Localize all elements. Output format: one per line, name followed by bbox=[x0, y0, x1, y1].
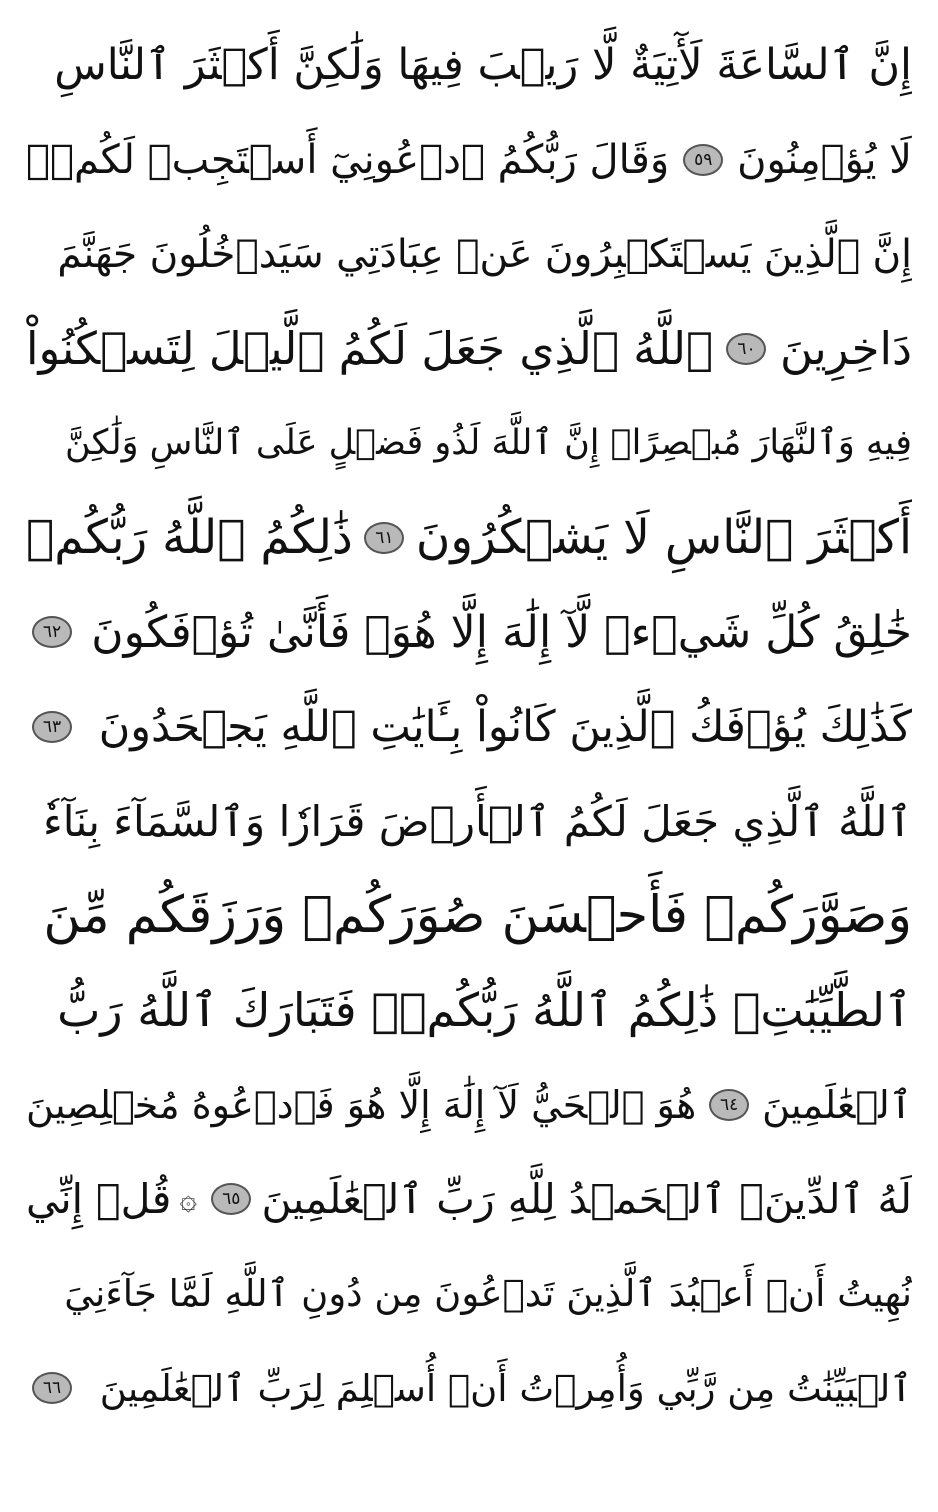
verse-text: نُهِيتُ أَنۡ أَعۡبُدَ ٱلَّذِينَ تَدۡعُونَ مِن دُونِ ٱللَّهِ لَمَّا جَآءَنِيَ bbox=[64, 1272, 912, 1316]
text-line bbox=[26, 869, 912, 964]
ayah-number-marker: ٦١ bbox=[364, 522, 404, 554]
text-line bbox=[26, 680, 912, 775]
verse-text: إِنَّ ٱلسَّاعَةَ لَأٓتِيَةٌ لَّا رَيۡبَ فِيهَا وَلَٰكِنَّ أَكۡثَرَ ٱلنَّاسِ bbox=[54, 40, 912, 91]
text-line bbox=[26, 491, 912, 586]
verse-text: هُوَ ٱلۡحَيُّ لَآ إِلَٰهَ إِلَّا هُوَ فَٱدۡعُوهُ مُخۡلِصِينَ bbox=[26, 1082, 697, 1127]
verse-text: فِيهِ وَٱلنَّهَارَ مُبۡصِرًاۚ إِنَّ ٱللَّهَ لَذُو فَضۡلٍ عَلَى ٱلنَّاسِ وَلَٰكِنَّ bbox=[64, 423, 912, 464]
verse-text: دَاخِرِينَ bbox=[780, 322, 912, 376]
ayah-number-marker: ٦٤ bbox=[709, 1089, 749, 1121]
text-line bbox=[26, 18, 912, 113]
ayah-number-marker: ٦٣ bbox=[32, 711, 72, 743]
ayah-number-marker: ٥٩ bbox=[683, 144, 723, 176]
ayah-number-marker: ٦٥ bbox=[211, 1183, 251, 1215]
verse-text: ٱللَّهُ ٱلَّذِي جَعَلَ لَكُمُ ٱلۡأَرۡضَ قَرَارٗا وَٱلسَّمَآءَ بِنَآءٗ bbox=[42, 796, 912, 846]
text-line bbox=[26, 1058, 912, 1153]
verse-text: لَا يُؤۡمِنُونَ bbox=[737, 136, 912, 183]
verse-text: خَٰلِقُ كُلِّ شَيۡءٖ لَّآ إِلَٰهَ إِلَّا هُوَۖ فَأَنَّىٰ تُؤۡفَكُونَ bbox=[91, 606, 912, 658]
verse-text: وَصَوَّرَكُمۡ فَأَحۡسَنَ صُوَرَكُمۡ وَرَزَقَكُم مِّنَ bbox=[43, 886, 912, 946]
text-line bbox=[26, 207, 912, 302]
verse-text: كَذَٰلِكَ يُؤۡفَكُ ٱلَّذِينَ كَانُواْ بِـَٔايَٰتِ ٱللَّهِ يَجۡحَدُونَ bbox=[98, 701, 912, 752]
verse-text: ٱلۡعَٰلَمِينَ bbox=[762, 1082, 912, 1127]
verse-text: قُلۡ إِنِّي bbox=[26, 1175, 172, 1224]
verse-text: وَقَالَ رَبُّكُمُ ٱدۡعُونِيٓ أَسۡتَجِبۡ لَكُمۡۚ bbox=[26, 136, 670, 183]
verse-text: أَكۡثَرَ ٱلنَّاسِ لَا يَشۡكُرُونَ bbox=[415, 510, 912, 566]
text-line bbox=[26, 113, 912, 208]
verse-text: ٱلطَّيِّبَٰتِۚ ذَٰلِكُمُ ٱللَّهُ رَبُّكُمۡۖ فَتَبَارَكَ ٱللَّهُ رَبُّ bbox=[57, 983, 912, 1038]
verse-text: ٱلۡبَيِّنَٰتُ مِن رَّبِّي وَأُمِرۡتُ أَنۡ أُسۡلِمَ لِرَبِّ ٱلۡعَٰلَمِينَ bbox=[99, 1366, 912, 1410]
text-line bbox=[26, 585, 912, 680]
verse-text: ذَٰلِكُمُ ٱللَّهُ رَبُّكُمۡ bbox=[26, 510, 353, 566]
text-line bbox=[26, 1152, 912, 1247]
text-line bbox=[26, 963, 912, 1058]
ayah-number-marker: ٦٦ bbox=[32, 1372, 72, 1404]
verse-text: ٱللَّهُ ٱلَّذِي جَعَلَ لَكُمُ ٱلَّيۡلَ لِتَسۡكُنُواْ bbox=[26, 322, 713, 376]
text-line bbox=[26, 774, 912, 869]
text-line bbox=[26, 1341, 912, 1436]
text-line bbox=[26, 302, 912, 397]
hizb-marker-icon: ۞ bbox=[179, 1181, 198, 1217]
text-line bbox=[26, 1247, 912, 1342]
ayah-number-marker: ٦٢ bbox=[32, 616, 72, 648]
text-line bbox=[26, 396, 912, 491]
verse-text: لَهُ ٱلدِّينَۗ ٱلۡحَمۡدُ لِلَّهِ رَبِّ ٱلۡعَٰلَمِينَ bbox=[261, 1175, 912, 1224]
verse-text: إِنَّ ٱلَّذِينَ يَسۡتَكۡبِرُونَ عَنۡ عِبَادَتِي سَيَدۡخُلُونَ جَهَنَّمَ bbox=[57, 231, 912, 277]
ayah-number-marker: ٦٠ bbox=[726, 333, 766, 365]
